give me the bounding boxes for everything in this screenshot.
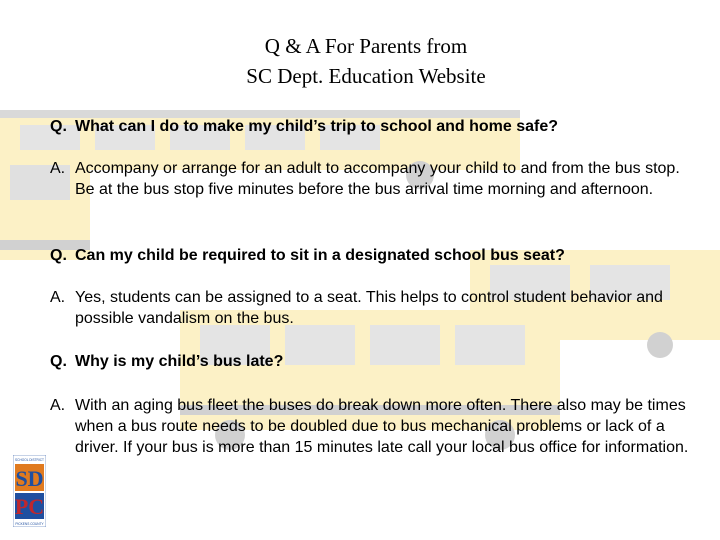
question-3 (50, 351, 690, 372)
question-label: Q. (50, 247, 67, 264)
question-text: What can I do to make my child’s trip to school and home safe? (75, 118, 559, 135)
answer-2 (50, 287, 690, 329)
logo-bottom-text: PICKENS COUNTY (15, 522, 44, 526)
question-text: Why is my child’s bus late? (75, 353, 284, 370)
answer-label: A. (50, 397, 66, 414)
question-1 (50, 116, 690, 137)
logo-top-text: SCHOOL DISTRICT (15, 458, 44, 462)
answer-label: A. (50, 160, 66, 177)
answer-text: With an aging bus fleet the buses do break down more often. There also may be times when a bus route needs to be doubled due to bus mechanical problems or lack of a driver. If your bus is more than 15 minutes late call your local bus office for information. (75, 397, 689, 456)
answer-text: Accompany or arrange for an adult to accompany your child to and from the bus stop. Be at the bus stop five minutes before the bus arrival time morning and afternoon. (75, 160, 680, 198)
title-line-1: Q & A For Parents from (264, 34, 468, 58)
title-line-2: SC Dept. Education Website (246, 64, 486, 88)
question-text: Can my child be required to sit in a designated school bus seat? (75, 247, 565, 264)
answer-label: A. (50, 289, 66, 306)
school-district-logo (13, 455, 46, 527)
question-label: Q. (50, 118, 67, 135)
logo-letters-bottom: PC (14, 494, 45, 519)
logo-letters-top: SD (15, 466, 44, 491)
page-title (0, 31, 720, 91)
question-label: Q. (50, 353, 67, 370)
answer-3 (50, 395, 690, 458)
answer-text: Yes, students can be assigned to a seat. This helps to control student behavior and possible vandalism on the bus. (75, 289, 663, 327)
answer-1 (50, 158, 690, 200)
question-2 (50, 245, 690, 266)
